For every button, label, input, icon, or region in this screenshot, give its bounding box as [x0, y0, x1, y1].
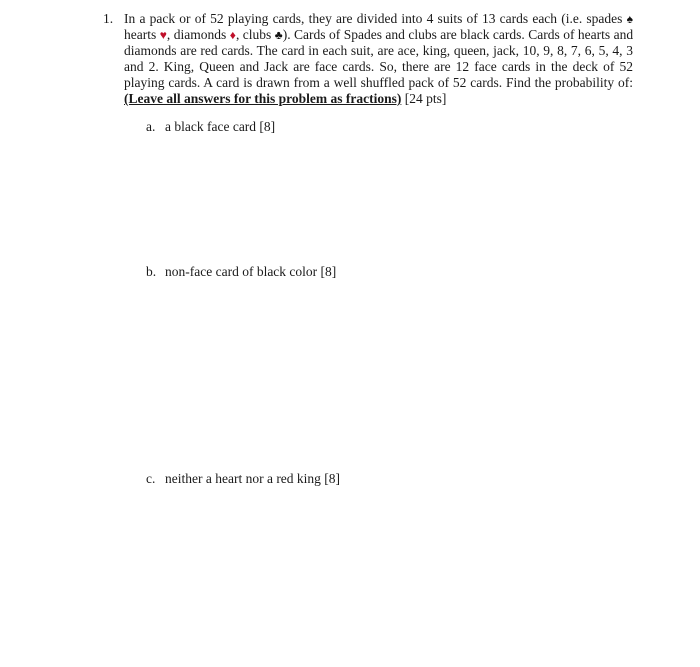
part-a-letter: a. — [146, 119, 156, 134]
question-number: 1. — [103, 11, 114, 26]
part-a — [146, 119, 275, 135]
diamond-icon: ♦ — [229, 28, 236, 42]
question-text-part-3: , diamonds — [166, 27, 227, 42]
question-text-part-4: , clubs — [235, 27, 272, 42]
question-text — [124, 11, 633, 107]
question-1 — [103, 11, 633, 107]
part-c-text: neither a heart nor a red king [8] — [165, 471, 341, 486]
part-c — [146, 471, 340, 487]
part-c-letter: c. — [146, 471, 156, 486]
question-points: [24 pts] — [401, 91, 447, 106]
spade-icon: ♠ — [626, 12, 633, 26]
part-b-text: non-face card of black color [8] — [165, 264, 337, 279]
heart-icon: ♥ — [159, 28, 167, 42]
fraction-instruction: (Leave all answers for this problem as fractions) — [124, 91, 402, 106]
part-b-letter: b. — [146, 264, 157, 279]
part-b — [146, 264, 336, 280]
question-text-part-5: ). Cards of Spades and clubs are black cards. Cards of hearts and diamonds are red cards. The card in each suit, are ace, king, queen, jack, 10, 9, 8, 7, 6, 5, 4, 3 and 2. King, Queen and Jack are face cards. So, there are 12 face cards in the deck of 52 playing cards. A card is drawn from a well shuffled pack of 52 cards. Find the probability of: — [124, 27, 634, 90]
part-a-text: a black face card [8] — [165, 119, 276, 134]
club-icon: ♣ — [274, 28, 283, 42]
question-text-part-1: In a pack or of 52 playing cards, they are divided into 4 suits of 13 cards each (i.e. spades — [124, 11, 623, 26]
question-text-part-2: hearts — [124, 27, 157, 42]
